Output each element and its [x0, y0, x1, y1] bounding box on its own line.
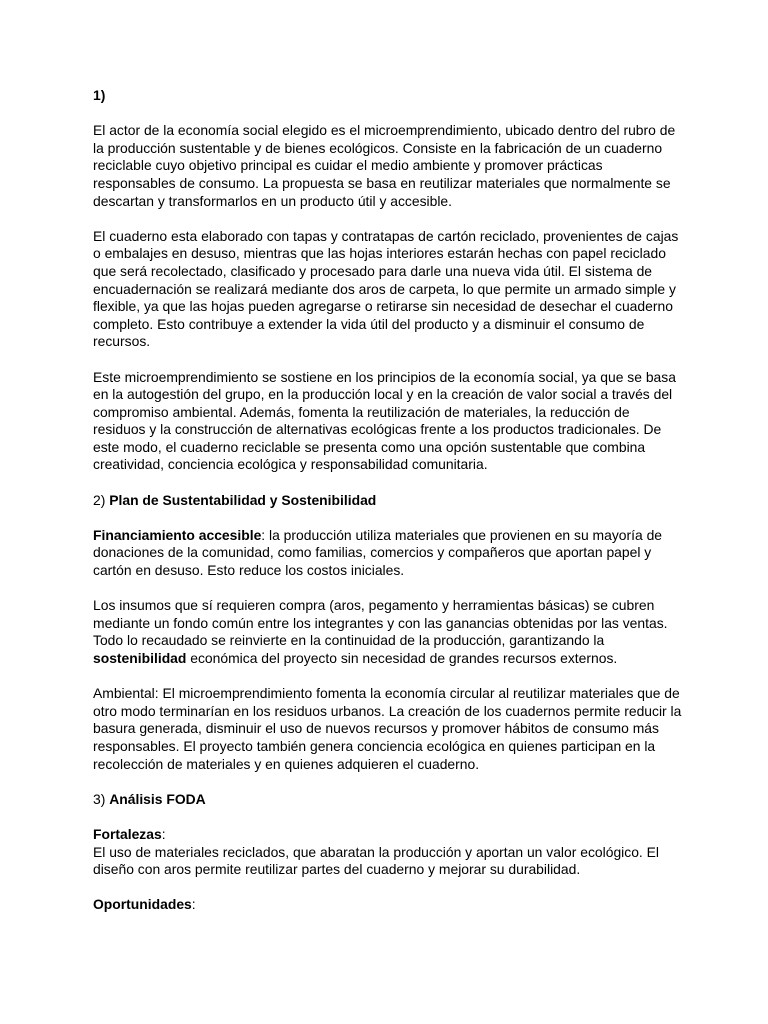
section-1-paragraph-2: El cuaderno esta elaborado con tapas y contratapas de cartón reciclado, provenientes de cajas o embalajes en desuso, mientras que las hojas interiores estarán hechas con papel reciclado que será recolectado, clasificado y procesado para darle una nueva vida útil. El sistema de encuadernación se realizará mediante dos aros de carpeta, lo que permite un armado simple y flexible, ya que las hojas pueden agregarse o retirarse sin necesidad de desechar el cuaderno completo. Esto contribuye a extender la vida útil del producto y a disminuir el consumo de recursos. — [93, 227, 679, 350]
financing-text: : la producción utiliza materiales que provienen en su mayoría de donaciones de la comunidad, como familias, comercios y compañeros que aportan papel y cartón en desuso. Esto reduce los costos iniciales. — [93, 526, 663, 579]
section-1-number: 1) — [93, 87, 106, 103]
section-1-paragraph-3: Este microemprendimiento se sostiene en los principios de la economía social, ya que se basa en la autogestión del grupo, en la producción local y en la creación de valor social a través del compromiso ambiental. Además, fomenta la reutilización de materiales, la reducción de residuos y la construcción de alternativas ecológicas frente a los productos tradicionales. De este modo, el cuaderno reciclable se presenta como una opción sustentable que combina creatividad, conciencia ecológica y responsabilidad comunitaria. — [93, 368, 676, 473]
strengths-label: Fortalezas — [93, 825, 162, 842]
section-2-heading — [93, 492, 683, 510]
sustainability-bold: sostenibilidad — [93, 650, 187, 666]
inputs-text-before: Los insumos que sí requieren compra (aros, pegamento y herramientas básicas) se cubren mediante un fondo común entre los integrantes y con las ganancias obtenidas por las ventas. Todo lo recaudado se reinvierte en la continuidad de la producción, garantizando la — [93, 597, 668, 649]
opportunities-label: Oportunidades — [93, 896, 192, 913]
section-3-heading — [93, 791, 683, 809]
strengths-block — [93, 826, 683, 879]
strengths-text: El uso de materiales reciclados, que abaratan la producción y aportan un valor ecológico. El diseño con aros permite reutilizar partes del cuaderno y mejorar su durabilidad. — [93, 843, 659, 878]
financing-label: Financiamiento accesible — [93, 526, 262, 543]
section-2-title: Plan de Sustentabilidad y Sostenibilidad — [109, 491, 377, 508]
section-3-title: Análisis FODA — [109, 790, 206, 807]
section-3-number: 3) — [93, 790, 110, 807]
document-body — [93, 87, 683, 932]
section-2-number: 2) — [93, 491, 110, 508]
opportunities-heading — [93, 896, 683, 914]
strengths-colon: : — [161, 825, 166, 842]
section-1-heading — [93, 87, 683, 105]
opportunities-colon: : — [191, 896, 196, 913]
inputs-text-after: económica del proyecto sin necesidad de grandes recursos externos. — [186, 650, 618, 666]
inputs-paragraph — [93, 597, 683, 667]
environmental-paragraph: Ambiental: El microemprendimiento fomenta la economía circular al reutilizar materiales que de otro modo terminarían en los residuos urbanos. La creación de los cuadernos permite reducir la basura generada, disminuir el uso de nuevos recursos y promover hábitos de consumo más responsables. El proyecto también genera conciencia ecológica en quienes participan en la recolección de materiales y en quienes adquieren el cuaderno. — [93, 685, 682, 772]
section-1-paragraph-1: El actor de la economía social elegido es el microemprendimiento, ubicado dentro del rubro de la producción sustentable y de bienes ecológicos. Consiste en la fabricación de un cuaderno reciclable cuyo objetivo principal es cuidar el medio ambiente y promover prácticas responsables de consumo. La propuesta se basa en reutilizar materiales que normalmente se descartan y transformarlos en un producto útil y accesible. — [93, 122, 676, 209]
financing-paragraph — [93, 527, 683, 580]
